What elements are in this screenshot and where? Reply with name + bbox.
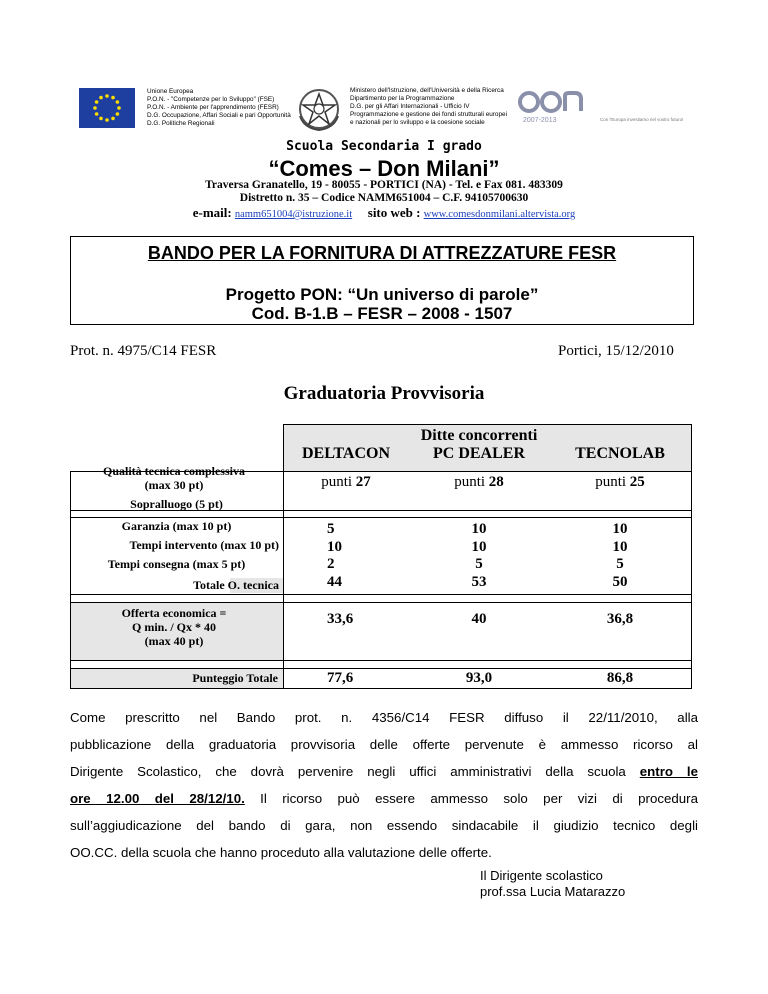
eu-star-icon: [116, 100, 120, 104]
place-date: Portici, 15/12/2010: [558, 343, 674, 359]
economic-pcdealer: 40: [471, 611, 487, 627]
criterion-sopralluogo: Sopralluogo (5 pt): [130, 497, 223, 511]
signature-name: prof.ssa Lucia Matarazzo: [480, 884, 626, 899]
eu-star-icon: [105, 118, 109, 122]
pon-years: 2007-2013: [523, 117, 557, 124]
eu-star-icon: [99, 117, 103, 121]
eu-star-icon: [93, 106, 97, 110]
quality-tecnolab: punti 25: [595, 474, 645, 490]
email-label: e-mail:: [192, 205, 232, 220]
economic-tecnolab: 36,8: [606, 611, 634, 627]
website-link[interactable]: www.comesdonmilani.altervista.org: [423, 209, 576, 220]
paragraph-line-1: Come prescritto nel Bando prot. n. 4356/C14 FESR diffuso il 22/11/2010, alla: [70, 710, 698, 725]
criterion-tempi-intervento: Tempi intervento (max 10 pt): [129, 538, 279, 552]
eu-star-icon: [111, 117, 115, 121]
criterion-garanzia: Garanzia (max 10 pt): [121, 519, 232, 533]
notice-paragraph: [70, 704, 698, 866]
eu-programme-text: Unione Europea P.O.N. - "Competenze per lo Sviluppo" (FSE) P.O.N. - Ambiente per l'apprendimento (FESR) D.G. Occupazione, Affari Sociali e pari Opportunità D.G. Politiche Regionali: [147, 88, 291, 127]
eu-star-icon: [116, 112, 120, 116]
school-address: Traversa Granatello, 19 - 80055 - PORTICI (NA) - Tel. e Fax 081. 483309: [205, 179, 563, 191]
criterion-tempi-consegna: Tempi consegna (max 5 pt): [107, 557, 246, 571]
company-header-pcdealer: PC DEALER: [432, 445, 525, 462]
total-score-label: Punteggio Totale: [192, 671, 278, 685]
bando-title: BANDO PER LA FORNITURA DI ATTREZZATURE FESR: [147, 243, 617, 263]
deadline-part-1: entro le: [639, 764, 698, 779]
paragraph-line-3: Dirigente Scolastico, che dovrà pervenire negli uffici amministrativi della scuola entro le: [70, 764, 698, 779]
eu-star-icon: [117, 106, 121, 110]
total-tecnolab: 86,8: [606, 670, 634, 686]
school-district: Distretto n. 35 – Codice NAMM651004 – C.F. 94105700630: [239, 192, 529, 204]
criteria-values-pcdealer: 10 10 5 53: [471, 521, 487, 590]
italian-republic-emblem-icon: [294, 86, 344, 132]
protocol-number: Prot. n. 4975/C14 FESR: [70, 343, 217, 359]
eu-star-icon: [99, 96, 103, 100]
total-deltacon: 77,6: [327, 670, 354, 686]
ministry-text: Ministero dell'Istruzione, dell'Università e della Ricerca Dipartimento per la Programmazione D.G. per gli Affari Internazionali - Ufficio IV Programmazione e gestione dei fondi strutturali europei e nazionali per lo sviluppo e la coesione sociale: [350, 87, 508, 126]
quality-pcdealer: punti 28: [454, 474, 504, 490]
graduatoria-title: Graduatoria Provvisoria: [283, 383, 485, 404]
paragraph-line-6: OO.CC. della scuola che hanno proceduto alla valutazione delle offerte.: [70, 845, 492, 860]
school-name: “Comes – Don Milani”: [268, 156, 500, 181]
eu-star-icon: [111, 96, 115, 100]
economic-label: Offerta economica = Q min. / Qx * 40 (max 40 pt): [121, 606, 227, 648]
company-header-tecnolab: TECNOLAB: [575, 445, 665, 462]
quality-label: Qualità tecnica complessiva (max 30 pt): [103, 464, 245, 492]
pon-logo: [515, 88, 695, 128]
quality-deltacon: punti 27: [321, 474, 371, 490]
eu-star-icon: [95, 100, 99, 104]
project-code: Cod. B-1.B – FESR – 2008 - 1507: [251, 304, 513, 323]
pon-tagline: Con l'Europa investiamo nel vostro futuro!: [600, 117, 684, 122]
project-title: Progetto PON: “Un universo di parole”: [225, 285, 539, 304]
eu-star-icon: [95, 112, 99, 116]
company-header-deltacon: DELTACON: [301, 445, 391, 462]
paragraph-line-5: sull’aggiudicazione del bando di gara, non essendo sindacabile il giudizio tecnico degli: [70, 818, 698, 833]
economic-deltacon: 33,6: [327, 611, 354, 627]
group-header: Ditte concorrenti: [420, 427, 538, 444]
signature-role: Il Dirigente scolastico: [480, 868, 603, 883]
school-type: Scuola Secondaria I grado: [286, 139, 482, 154]
eu-star-icon: [105, 94, 109, 98]
total-pcdealer: 93,0: [465, 670, 493, 686]
paragraph-line-4: ore 12.00 del 28/12/10. Il ricorso può essere ammesso solo per vizi di procedura: [70, 791, 698, 806]
web-label: sito web :: [367, 205, 421, 220]
deadline-part-2: ore 12.00 del 28/12/10.: [70, 791, 245, 806]
school-contacts: [0, 205, 768, 221]
email-link[interactable]: namm651004@istruzione.it: [234, 209, 353, 220]
criterion-totale-tecnica: Totale O. tecnica: [193, 578, 279, 592]
criteria-values-tecnolab: 10 10 5 50: [612, 521, 628, 590]
paragraph-line-2: pubblicazione della graduatoria provvisoria delle offerte pervenute è ammesso ricorso al: [70, 737, 698, 752]
criteria-values-deltacon: 5 10 2 44: [327, 521, 342, 590]
eu-flag-logo: [79, 88, 135, 128]
